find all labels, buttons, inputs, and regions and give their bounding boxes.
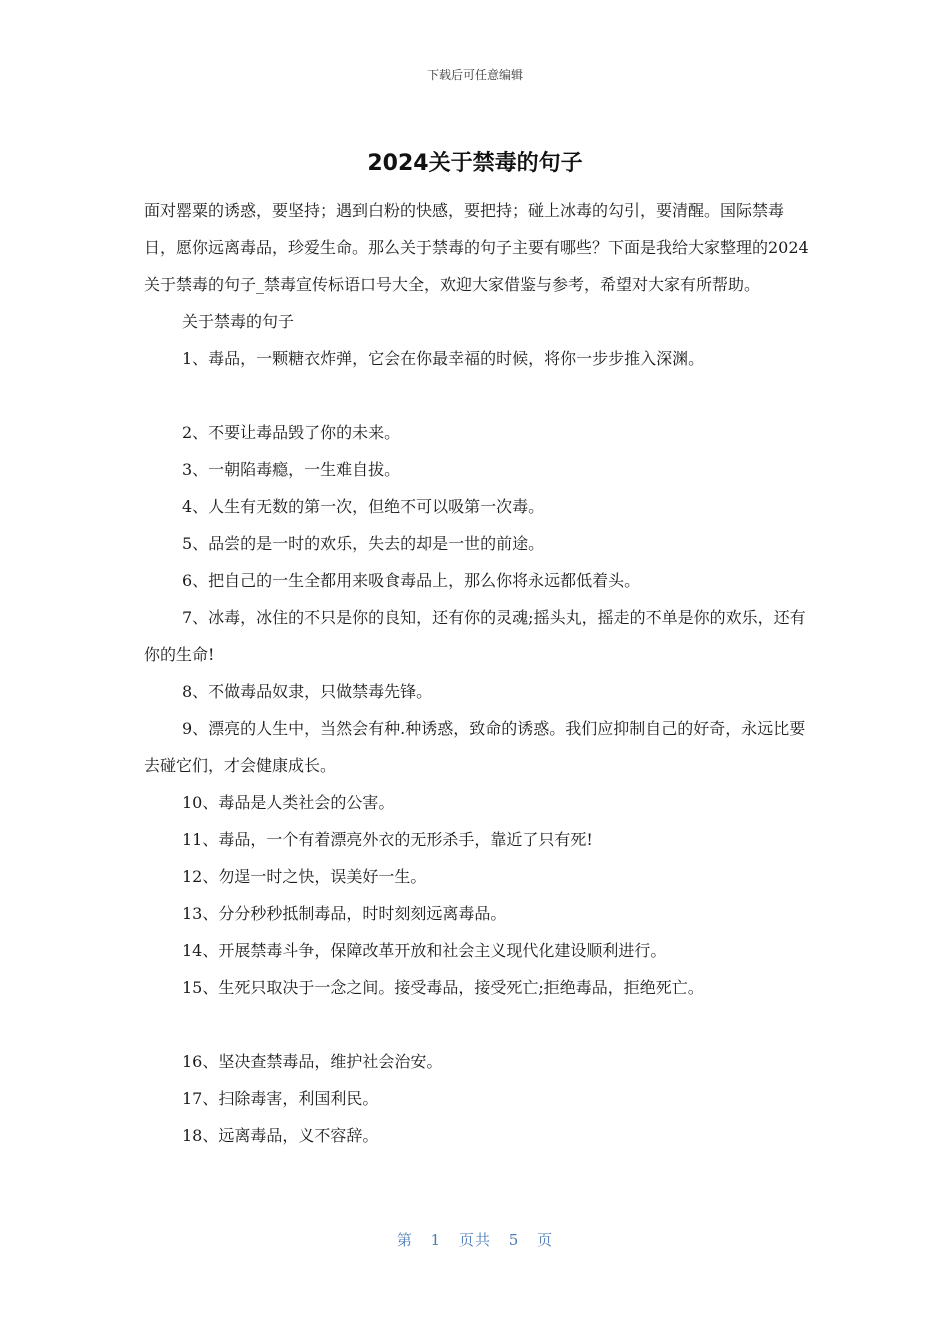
list-item: 16、坚决查禁毒品，维护社会治安。 (182, 1052, 443, 1071)
list-item: 6、把自己的一生全都用来吸食毒品上，那么你将永远都低着头。 (182, 571, 641, 590)
list-item: 1、毒品，一颗糖衣炸弹，它会在你最幸福的时候，将你一步步推入深渊。 (182, 349, 705, 368)
list-item: 5、品尝的是一时的欢乐，失去的却是一世的前途。 (182, 534, 545, 553)
list-item: 9、漂亮的人生中，当然会有种.种诱惑，致命的诱惑。我们应抑制自己的好奇，永远比要去碰它们，才会健康成长。 (144, 719, 806, 775)
list-item: 17、扫除毒害，利国利民。 (182, 1089, 379, 1108)
list-item: 13、分分秒秒抵制毒品，时时刻刻远离毒品。 (182, 904, 507, 923)
total-page-count: 5 (508, 1231, 520, 1249)
footer-suffix: 页 (537, 1231, 554, 1249)
footer-middle: 页共 (458, 1231, 491, 1249)
list-item: 15、生死只取决于一念之间。接受毒品，接受死亡;拒绝毒品，拒绝死亡。 (182, 978, 704, 997)
list-item: 8、不做毒品奴隶，只做禁毒先锋。 (182, 682, 433, 701)
list-item: 3、一朝陷毒瘾，一生难自拔。 (182, 460, 401, 479)
section-heading: 关于禁毒的句子 (182, 312, 295, 331)
current-page-number: 1 (430, 1231, 442, 1249)
intro-paragraph: 面对罂粟的诱惑，要坚持；遇到白粉的快感，要把持；碰上冰毒的勾引，要清醒。国际禁毒日，愿你远离毒品，珍爱生命。那么关于禁毒的句子主要有哪些？下面是我给大家整理的2024关于禁毒的句子_禁毒宣传标语口号大全，欢迎大家借鉴与参考，希望对大家有所帮助。 (144, 201, 809, 294)
list-item: 2、不要让毒品毁了你的未来。 (182, 423, 401, 442)
paragraph-gap (144, 377, 812, 414)
footer-prefix: 第 (396, 1231, 413, 1249)
document-body (144, 192, 812, 1154)
list-item: 7、冰毒，冰住的不只是你的良知，还有你的灵魂;摇头丸，摇走的不单是你的欢乐，还有你的生命! (144, 608, 806, 664)
list-item: 12、勿逞一时之快，误美好一生。 (182, 867, 427, 886)
list-item: 10、毒品是人类社会的公害。 (182, 793, 395, 812)
document-title: 2024关于禁毒的句子 (367, 151, 583, 176)
list-item: 18、远离毒品，义不容辞。 (182, 1126, 379, 1145)
page-number-footer (0, 1229, 950, 1250)
list-item: 14、开展禁毒斗争，保障改革开放和社会主义现代化建设顺利进行。 (182, 941, 667, 960)
list-item: 11、毒品，一个有着漂亮外衣的无形杀手，靠近了只有死! (182, 830, 593, 849)
page-header-note: 下载后可任意编辑 (426, 68, 523, 82)
list-item: 4、人生有无数的第一次，但绝不可以吸第一次毒。 (182, 497, 545, 516)
paragraph-gap (144, 1006, 812, 1043)
